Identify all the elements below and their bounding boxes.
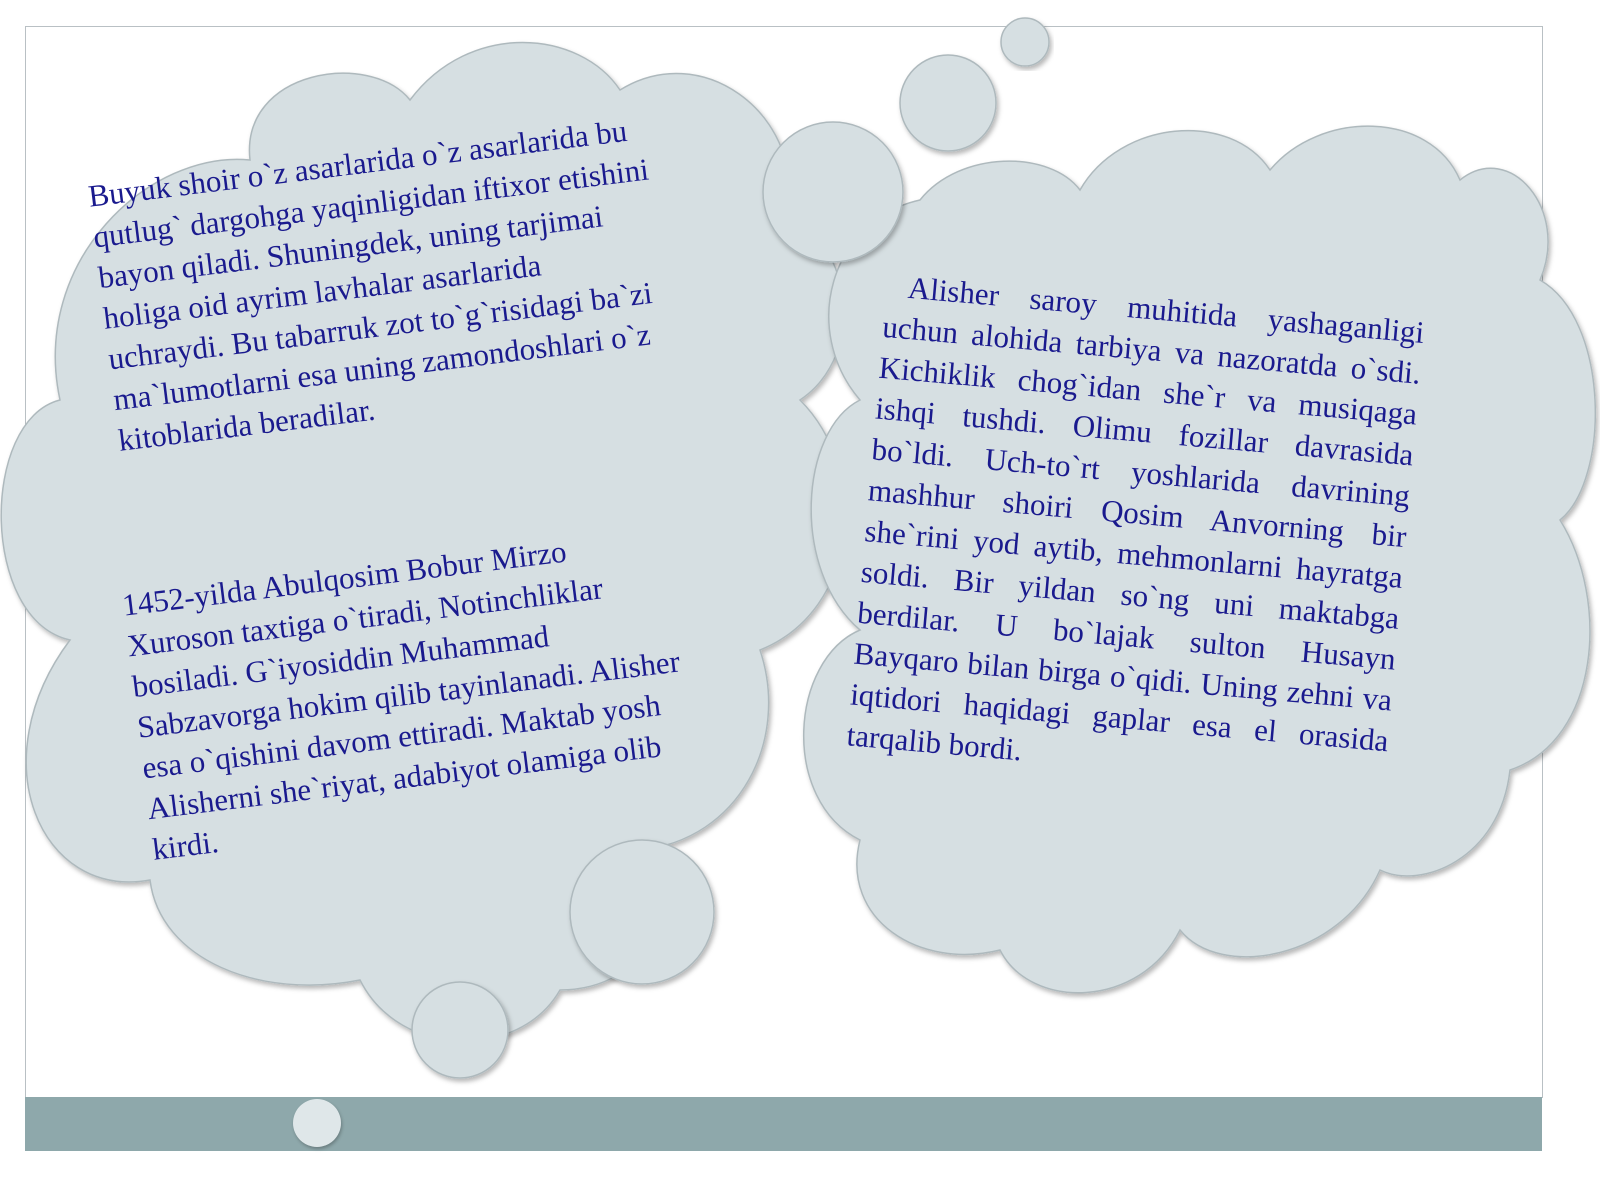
left-cloud-paragraph-2: 1452-yilda Abulqosim Bobur Mirzo Xuroson taxtiga o`tiradi, Notinchliklar bosiladi. G`iyosiddin Muhammad Sabzavorga hokim qilib tayinlanadi. Alisher esa o`qishini davom ettiradi. Maktab yosh Alisherni she`riyat, adabiyot olamiga olib kirdi. [120,533,682,867]
right-cloud-bubble-small [1001,18,1049,66]
right-cloud-bubble-large [763,122,903,262]
right-cloud-paragraph: Alisher saroy muhitida yashaganligi uchun alohida tarbiya va nazoratda o`sdi. Kichiklik chog`idan she`r va musiqaga ishqi tushdi. Olimu fozillar davrasida bo`ldi. Uch-to`rt yoshlarida davrining mashhur shoiri Qosim Anvorning bir she`rini yod aytib, mehmonlarni hayratga soldi. Bir yildan so`ng uni maktabga berdilar. U bo`lajak sulton Husayn Bayqaro bilan birga o`qidi. Uning zehni va iqtidori haqidagi gaplar esa el orasida tarqalib bordi. [845,269,1426,768]
left-cloud-bubble-large [570,840,714,984]
footer-bubble [293,1099,341,1147]
left-cloud-bubble-small [412,982,508,1078]
left-cloud-paragraph-1: Buyuk shoir o`z asarlarida o`z asarlarida bu qutlug` dargohga yaqinligidan iftixor etishini bayon qiladi. Shuningdek, uning tarjimai holiga oid ayrim lavhalar asarlarida uchraydi. Bu tabarruk zot to`g`risidagi ba`zi ma`lumotlarni esa uning zamondoshlari o`z kitoblarida beradilar. [86,112,655,458]
right-cloud-bubble-medium [900,55,996,151]
footer-bar [25,1097,1542,1151]
